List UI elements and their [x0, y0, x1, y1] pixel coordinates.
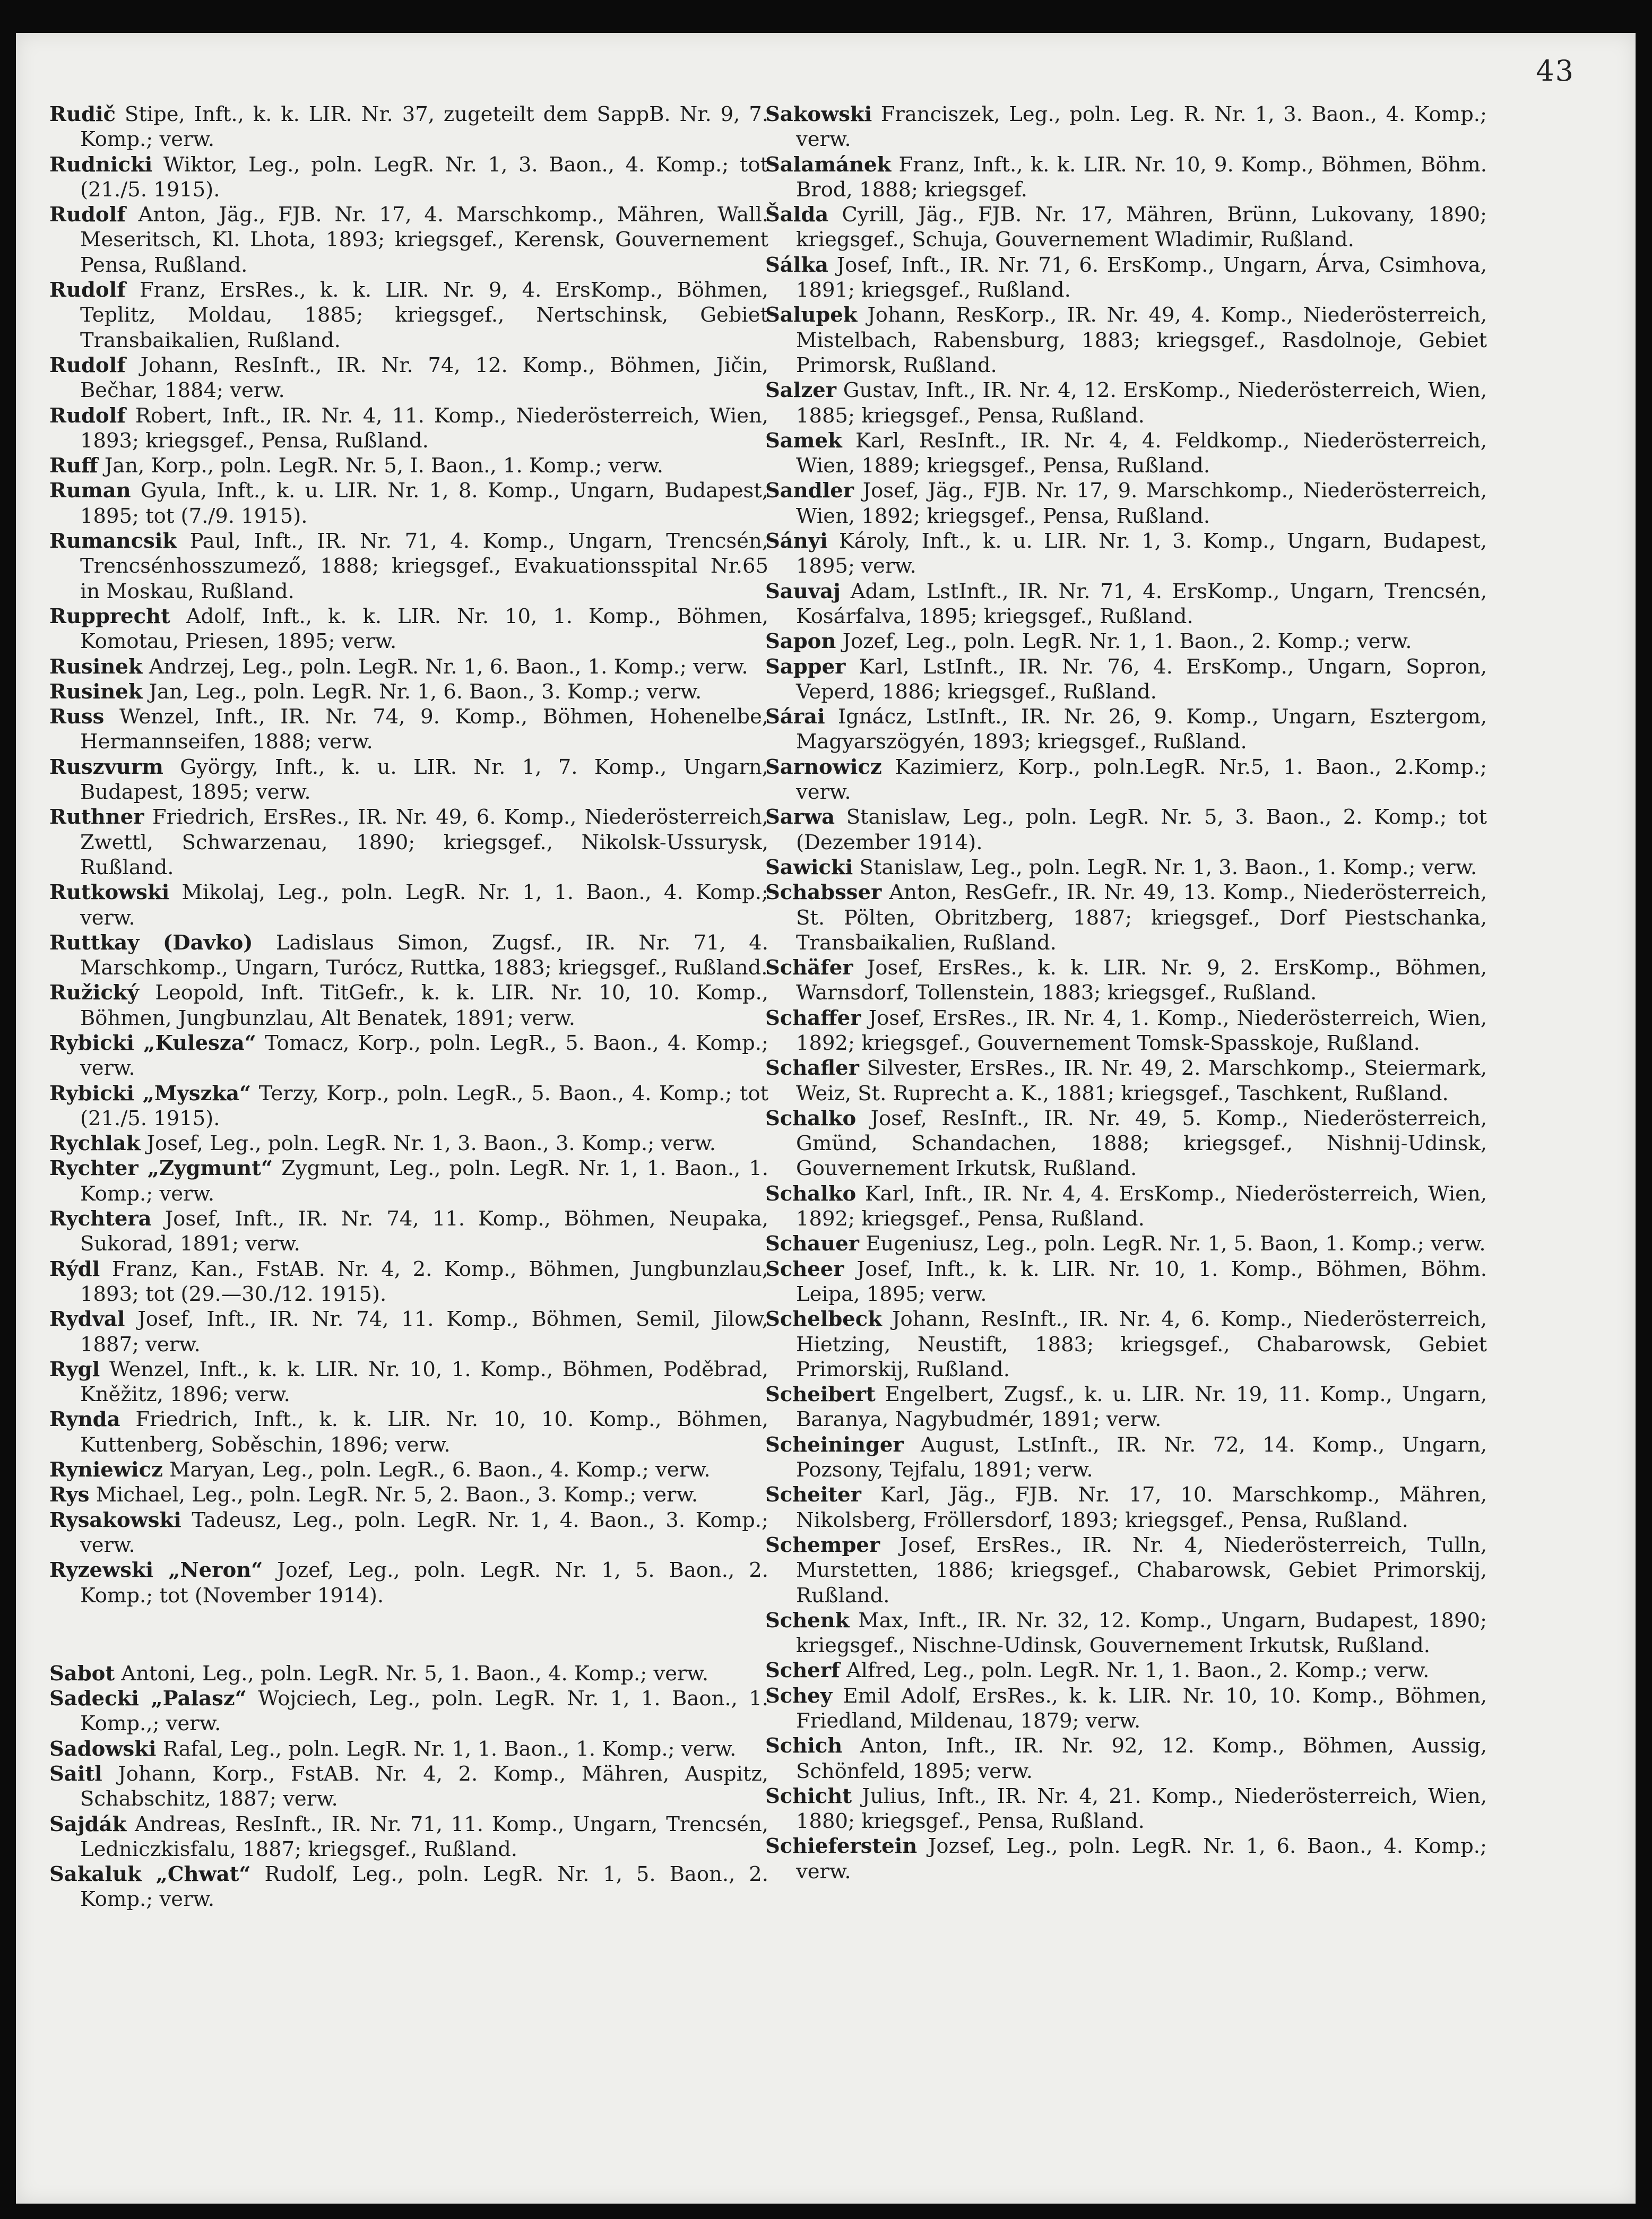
- entry-surname: Schauer: [765, 1232, 859, 1256]
- entry-surname: Russ: [49, 705, 105, 729]
- register-entry: [765, 152, 1487, 203]
- entry-surname: Sakaluk „Chwat“: [49, 1862, 251, 1887]
- register-entry: [765, 529, 1487, 579]
- register-entry: [765, 1382, 1487, 1432]
- entry-details: Karl, LstInft., IR. Nr. 76, 4. ErsKomp., Ungarn, Sopron, Veperd, 1886; kriegsgef., Rußland.: [796, 654, 1487, 704]
- entry-details: Josef, ErsRes., IR. Nr. 4, Niederösterreich, Tulln, Murstetten, 1886; kriegsgef., Chabarowsk, Gebiet Primorskij, Rußland.: [796, 1533, 1487, 1608]
- entry-surname: Sálka: [765, 253, 828, 277]
- register-entry: [765, 1006, 1487, 1056]
- entry-surname: Ryniewicz: [49, 1458, 163, 1482]
- entry-details: Josef, Inft., k. k. LIR. Nr. 10, 1. Komp., Böhmen, Böhm. Leipa, 1895; verw.: [796, 1257, 1487, 1306]
- register-entry: [765, 1834, 1487, 1884]
- register-entry: [49, 102, 768, 152]
- register-entry: [765, 1733, 1487, 1784]
- entry-details: Cyrill, Jäg., FJB. Nr. 17, Mähren, Brünn, Lukovany, 1890; kriegsgef., Schuja, Gouvernement Wladimir, Rußland.: [796, 203, 1487, 252]
- register-entry: [765, 805, 1487, 855]
- entry-surname: Ruthner: [49, 805, 144, 830]
- entry-details: Jozef, Leg., poln. LegR. Nr. 1, 5. Baon., 2. Komp.; tot (November 1914).: [80, 1558, 768, 1608]
- register-entry: [49, 152, 768, 203]
- register-entry: [49, 1257, 768, 1307]
- register-entry: [49, 1482, 768, 1507]
- register-entry: [49, 1081, 768, 1132]
- entry-details: Wojciech, Leg., poln. LegR. Nr. 1, 1. Baon., 1. Komp.,; verw.: [80, 1687, 768, 1736]
- entry-surname: Rynda: [49, 1408, 120, 1432]
- entry-details: Rudolf, Leg., poln. LegR. Nr. 1, 5. Baon., 2. Komp.; verw.: [80, 1862, 768, 1912]
- register-entry: [49, 1862, 768, 1912]
- entry-details: Franz, ErsRes., k. k. LIR. Nr. 9, 4. ErsKomp., Böhmen, Teplitz, Moldau, 1885; kriegsgef., Nertschinsk, Gebiet Transbaikalien, Rußland.: [80, 278, 768, 352]
- register-entry: [49, 1762, 768, 1812]
- entry-details: Gyula, Inft., k. u. LIR. Nr. 1, 8. Komp., Ungarn, Budapest, 1895; tot (7./9. 1915).: [80, 479, 768, 528]
- register-entry: [49, 654, 768, 679]
- entry-surname: Saitl: [49, 1762, 102, 1786]
- entry-details: Ignácz, LstInft., IR. Nr. 26, 9. Komp., Ungarn, Esztergom, Magyarszögyén, 1893; kriegsgef., Rußland.: [796, 705, 1487, 754]
- entry-details: Johann, ResInft., IR. Nr. 4, 6. Komp., Niederösterreich, Hietzing, Neustift, 1883; kriegsgef., Chabarowsk, Gebiet Primorskij, Rußland.: [796, 1307, 1487, 1382]
- register-entry: [49, 980, 768, 1031]
- entry-surname: Schalko: [765, 1181, 857, 1206]
- register-entry: [765, 704, 1487, 755]
- entry-surname: Rudič: [49, 102, 116, 126]
- entry-surname: Sapper: [765, 654, 846, 679]
- entry-surname: Rybicki „Kulesza“: [49, 1031, 256, 1055]
- register-entry: [765, 1181, 1487, 1232]
- section-gap: [49, 1608, 768, 1661]
- entry-details: Antoni, Leg., poln. LegR. Nr. 5, 1. Baon., 4. Komp.; verw.: [121, 1661, 709, 1686]
- register-entry: [49, 1031, 768, 1081]
- entry-surname: Sárai: [765, 705, 825, 729]
- entry-surname: Rusinek: [49, 654, 143, 679]
- entry-details: Anton, ResGefr., IR. Nr. 49, 13. Komp., Niederösterreich, St. Pölten, Obritzberg, 1887; kriegsgef., Dorf Piestschanka, Transbaikalien, Rußland.: [796, 880, 1487, 955]
- entry-details: Jozef, Leg., poln. LegR. Nr. 1, 1. Baon., 2. Komp.; verw.: [842, 629, 1412, 654]
- register-entry: [49, 755, 768, 805]
- entry-surname: Ruff: [49, 454, 98, 478]
- register-entry: [49, 1407, 768, 1457]
- page-number: 43: [1536, 54, 1575, 88]
- entry-surname: Schieferstein: [765, 1834, 918, 1859]
- entry-surname: Salzer: [765, 378, 837, 403]
- entry-details: Maryan, Leg., poln. LegR., 6. Baon., 4. Komp.; verw.: [169, 1458, 711, 1482]
- entry-details: Gustav, Inft., IR. Nr. 4, 12. ErsKomp., Niederösterreich, Wien, 1885; kriegsgef., Pensa, Rußland.: [796, 378, 1487, 428]
- entry-surname: Schäfer: [765, 956, 853, 980]
- entry-surname: Ružický: [49, 981, 139, 1005]
- entry-details: Eugeniusz, Leg., poln. LegR. Nr. 1, 5. Baon, 1. Komp.; verw.: [866, 1232, 1486, 1256]
- entry-details: Jan, Korp., poln. LegR. Nr. 5, I. Baon., 1. Komp.; verw.: [104, 454, 664, 478]
- entry-surname: Rudolf: [49, 278, 126, 303]
- entry-surname: Schelbeck: [765, 1307, 882, 1332]
- register-entry: [49, 202, 768, 278]
- entry-surname: Rupprecht: [49, 604, 170, 628]
- entry-surname: Ryzewski „Neron“: [49, 1558, 263, 1583]
- entry-details: Max, Inft., IR. Nr. 32, 12. Komp., Ungarn, Budapest, 1890; kriegsgef., Nischne-Udinsk, Gouvernement Irkutsk, Rußland.: [796, 1608, 1487, 1658]
- entry-surname: Ruszvurm: [49, 755, 163, 779]
- register-entry: [765, 1683, 1487, 1734]
- register-entry: [49, 1508, 768, 1558]
- entry-details: Michael, Leg., poln. LegR. Nr. 5, 2. Baon., 3. Komp.; verw.: [96, 1483, 698, 1507]
- entry-surname: Rygl: [49, 1357, 100, 1382]
- entry-details: Anton, Inft., IR. Nr. 92, 12. Komp., Böhmen, Aussig, Schönfeld, 1895; verw.: [796, 1734, 1487, 1783]
- entry-details: Silvester, ErsRes., IR. Nr. 49, 2. Marschkomp., Steiermark, Weiz, St. Ruprecht a. K., 1881; kriegsgef., Taschkent, Rußland.: [796, 1056, 1487, 1106]
- entry-details: Franz, Inft., k. k. LIR. Nr. 10, 9. Komp., Böhmen, Böhm. Brod, 1888; kriegsgef.: [796, 152, 1487, 202]
- register-entry: [49, 679, 768, 704]
- entry-surname: Scheibert: [765, 1383, 876, 1407]
- register-entry: [765, 1658, 1487, 1683]
- entry-surname: Schich: [765, 1734, 843, 1758]
- register-entry: [765, 102, 1487, 152]
- register-entry: [49, 1686, 768, 1737]
- entry-surname: Rysakowski: [49, 1508, 181, 1532]
- entry-details: Josef, Leg., poln. LegR. Nr. 1, 3. Baon., 3. Komp.; verw.: [146, 1132, 716, 1156]
- entry-details: Franz, Kan., FstAB. Nr. 4, 2. Komp., Böhmen, Jungbunzlau, 1893; tot (29.—30./12. 1915).: [80, 1257, 768, 1306]
- entry-details: Ladislaus Simon, Zugsf., IR. Nr. 71, 4. Marschkomp., Ungarn, Turócz, Ruttka, 1883; kriegsgef., Rußland.: [80, 930, 768, 980]
- entry-details: Karl, Jäg., FJB. Nr. 17, 10. Marschkomp., Mähren, Nikolsberg, Fröllersdorf, 1893; kriegsgef., Pensa, Rußland.: [796, 1483, 1487, 1532]
- register-entry: [765, 1432, 1487, 1483]
- entry-details: Adam, LstInft., IR. Nr. 71, 4. ErsKomp., Ungarn, Trencsén, Kosárfalva, 1895; kriegsgef., Rußland.: [796, 579, 1487, 628]
- register-entry: [765, 1231, 1487, 1256]
- entry-surname: Salamánek: [765, 152, 892, 177]
- register-entry: [765, 378, 1487, 428]
- entry-surname: Rychter „Zygmunt“: [49, 1156, 273, 1181]
- entry-surname: Sányi: [765, 529, 828, 554]
- register-entry: [49, 1558, 768, 1608]
- entry-surname: Rýdl: [49, 1257, 100, 1281]
- entry-surname: Samek: [765, 428, 842, 453]
- entry-surname: Schafler: [765, 1056, 859, 1081]
- entry-surname: Scheer: [765, 1257, 844, 1281]
- register-entry: [765, 478, 1487, 529]
- register-entry: [49, 1457, 768, 1482]
- entry-surname: Rys: [49, 1483, 90, 1507]
- register-entry: [49, 1307, 768, 1357]
- entry-details: Wiktor, Leg., poln. LegR. Nr. 1, 3. Baon., 4. Komp.; tot (21./5. 1915).: [80, 152, 768, 202]
- entry-surname: Sawicki: [765, 855, 853, 879]
- entry-details: Johann, ResInft., IR. Nr. 74, 12. Komp., Böhmen, Jičin, Bečhar, 1884; verw.: [80, 353, 768, 403]
- register-entry: [49, 1206, 768, 1257]
- entry-details: Josef, Inft., IR. Nr. 74, 11. Komp., Böhmen, Neupaka, Sukorad, 1891; verw.: [80, 1207, 768, 1256]
- register-entry: [765, 1106, 1487, 1181]
- register-entry: [765, 1257, 1487, 1307]
- entry-surname: Sauvaj: [765, 579, 841, 603]
- register-entry: [765, 955, 1487, 1006]
- register-entry: [49, 453, 768, 478]
- entry-surname: Ruman: [49, 479, 131, 503]
- register-entry: [49, 529, 768, 604]
- entry-details: Engelbert, Zugsf., k. u. LIR. Nr. 19, 11. Komp., Ungarn, Baranya, Nagybudmér, 1891; verw.: [796, 1383, 1487, 1432]
- register-entry: [765, 1608, 1487, 1659]
- entry-surname: Sadecki „Palasz“: [49, 1687, 247, 1711]
- register-entry: [765, 579, 1487, 629]
- entry-details: Tadeusz, Leg., poln. LegR. Nr. 1, 4. Baon., 3. Komp.; verw.: [80, 1508, 768, 1557]
- register-entry: [765, 880, 1487, 955]
- entry-details: Terzy, Korp., poln. LegR., 5. Baon., 4. Komp.; tot (21./5. 1915).: [80, 1081, 768, 1130]
- entry-details: Karl, ResInft., IR. Nr. 4, 4. Feldkomp., Niederösterreich, Wien, 1889; kriegsgef., Pensa, Rußland.: [796, 428, 1487, 478]
- entry-details: György, Inft., k. u. LIR. Nr. 1, 7. Komp., Ungarn, Budapest, 1895; verw.: [80, 755, 768, 805]
- entry-surname: Rychlak: [49, 1132, 141, 1156]
- entry-surname: Schemper: [765, 1533, 880, 1557]
- entry-details: August, LstInft., IR. Nr. 72, 14. Komp., Ungarn, Pozsony, Tejfalu, 1891; verw.: [796, 1432, 1487, 1482]
- register-entry: [49, 604, 768, 654]
- register-entry: [49, 930, 768, 981]
- entry-surname: Schabsser: [765, 880, 882, 905]
- entry-surname: Sabot: [49, 1661, 115, 1686]
- register-entry: [49, 1661, 768, 1686]
- entry-details: Friedrich, ErsRes., IR. Nr. 49, 6. Komp., Niederösterreich, Zwettl, Schwarzenau, 1890; kriegsgef., Nikolsk-Ussurysk, Rußland.: [80, 805, 768, 879]
- register-entry: [49, 1131, 768, 1156]
- register-entry: [765, 654, 1487, 705]
- entry-details: Adolf, Inft., k. k. LIR. Nr. 10, 1. Komp., Böhmen, Komotau, Priesen, 1895; verw.: [80, 604, 768, 654]
- entry-details: Rafal, Leg., poln. LegR. Nr. 1, 1. Baon., 1. Komp.; verw.: [162, 1737, 737, 1761]
- entry-details: Johann, Korp., FstAB. Nr. 4, 2. Komp., Mähren, Auspitz, Schabschitz, 1887; verw.: [80, 1762, 768, 1811]
- register-entry: [49, 1737, 768, 1762]
- register-entry: [49, 880, 768, 930]
- entry-surname: Scheininger: [765, 1432, 904, 1457]
- entry-surname: Schey: [765, 1683, 833, 1708]
- register-entry: [765, 1533, 1487, 1608]
- entry-details: Julius, Inft., IR. Nr. 4, 21. Komp., Niederösterreich, Wien, 1880; kriegsgef., Pensa, Rußland.: [796, 1784, 1487, 1834]
- entry-surname: Schenk: [765, 1608, 850, 1633]
- entry-surname: Rudolf: [49, 203, 126, 227]
- entry-surname: Sandler: [765, 479, 854, 503]
- register-entry: [49, 353, 768, 403]
- register-entry: [49, 805, 768, 880]
- register-entry: [49, 1357, 768, 1408]
- entry-details: Stipe, Inft., k. k. LIR. Nr. 37, zugeteilt dem SappB. Nr. 9, 7. Komp.; verw.: [80, 102, 768, 152]
- entry-details: Emil Adolf, ErsRes., k. k. LIR. Nr. 10, 10. Komp., Böhmen, Friedland, Mildenau, 1879; verw.: [796, 1683, 1487, 1733]
- entry-surname: Rydval: [49, 1307, 125, 1332]
- entry-details: Stanislaw, Leg., poln. LegR. Nr. 5, 3. Baon., 2. Komp.; tot (Dezember 1914).: [796, 805, 1487, 854]
- entry-details: Anton, Jäg., FJB. Nr. 17, 4. Marschkomp., Mähren, Wall. Meseritsch, Kl. Lhota, 1893; kriegsgef., Kerensk, Gouvernement Pensa, Rußland.: [80, 203, 768, 277]
- entry-surname: Rybicki „Myszka“: [49, 1081, 252, 1106]
- entry-surname: Rychtera: [49, 1207, 152, 1231]
- right-column: [765, 102, 1487, 1884]
- entry-details: Alfred, Leg., poln. LegR. Nr. 1, 1. Baon., 2. Komp.; verw.: [846, 1659, 1430, 1683]
- entry-details: Johann, ResKorp., IR. Nr. 49, 4. Komp., Niederösterreich, Mistelbach, Rabensburg, 1883; kriegsgef., Rasdolnoje, Gebiet Primorsk, Rußland.: [796, 303, 1487, 377]
- entry-surname: Sarwa: [765, 805, 835, 830]
- entry-details: Jan, Leg., poln. LegR. Nr. 1, 6. Baon., 3. Komp.; verw.: [149, 679, 702, 704]
- register-entry: [49, 478, 768, 529]
- entry-details: Josef, ErsRes., IR. Nr. 4, 1. Komp., Niederösterreich, Wien, 1892; kriegsgef., Gouvernement Tomsk-Spasskoje, Rußland.: [796, 1006, 1487, 1055]
- entry-surname: Rutkowski: [49, 880, 170, 905]
- entry-surname: Salupek: [765, 303, 858, 327]
- entry-surname: Sarnowicz: [765, 755, 882, 779]
- entry-details: Josef, ErsRes., k. k. LIR. Nr. 9, 2. ErsKomp., Böhmen, Warnsdorf, Tollenstein, 1883; kriegsgef., Rußland.: [796, 956, 1487, 1005]
- register-entry: [49, 1156, 768, 1206]
- entry-details: Robert, Inft., IR. Nr. 4, 11. Komp., Niederösterreich, Wien, 1893; kriegsgef., Pensa, Rußland.: [80, 403, 768, 453]
- entry-details: Andrzej, Leg., poln. LegR. Nr. 1, 6. Baon., 1. Komp.; verw.: [149, 654, 748, 679]
- register-entry: [765, 428, 1487, 479]
- entry-details: Josef, Inft., IR. Nr. 71, 6. ErsKomp., Ungarn, Árva, Csimhova, 1891; kriegsgef., Rußland.: [796, 253, 1487, 303]
- entry-details: Wenzel, Inft., k. k. LIR. Nr. 10, 1. Komp., Böhmen, Poděbrad, Kněžitz, 1896; verw.: [80, 1357, 768, 1407]
- entry-details: Jozsef, Leg., poln. LegR. Nr. 1, 6. Baon., 4. Komp.; verw.: [796, 1834, 1487, 1884]
- register-entry: [765, 1482, 1487, 1533]
- entry-surname: Rumancsik: [49, 529, 177, 554]
- entry-surname: Sapon: [765, 629, 836, 654]
- register-entry: [765, 303, 1487, 378]
- register-entry: [49, 278, 768, 353]
- left-column: [49, 102, 768, 1912]
- entry-surname: Rusinek: [49, 679, 143, 704]
- entry-surname: Rudolf: [49, 353, 126, 377]
- entry-details: Paul, Inft., IR. Nr. 71, 4. Komp., Ungarn, Trencsén, Trencsénhosszumező, 1888; kriegsgef., Evakuationsspital Nr.65 in Moskau, Rußland.: [80, 529, 768, 603]
- register-entry: [49, 403, 768, 454]
- entry-details: Josef, ResInft., IR. Nr. 49, 5. Komp., Niederösterreich, Gmünd, Schandachen, 1888; kriegsgef., Nishnij-Udinsk, Gouvernement Irkutsk, Rußland.: [796, 1106, 1487, 1181]
- entry-details: Tomacz, Korp., poln. LegR., 5. Baon., 4. Komp.; verw.: [80, 1031, 769, 1081]
- entry-details: Karl, Inft., IR. Nr. 4, 4. ErsKomp., Niederösterreich, Wien, 1892; kriegsgef., Pensa, Rußland.: [796, 1181, 1487, 1231]
- entry-surname: Schicht: [765, 1784, 852, 1808]
- register-entry: [49, 1812, 768, 1862]
- entry-details: Károly, Inft., k. u. LIR. Nr. 1, 3. Komp., Ungarn, Budapest, 1895; verw.: [796, 529, 1487, 579]
- entry-details: Friedrich, Inft., k. k. LIR. Nr. 10, 10. Komp., Böhmen, Kuttenberg, Soběschin, 1896; verw.: [80, 1408, 768, 1457]
- entry-surname: Šalda: [765, 203, 829, 227]
- entry-surname: Ruttkay (Davko): [49, 930, 253, 955]
- register-entry: [765, 755, 1487, 805]
- entry-surname: Scherf: [765, 1659, 840, 1683]
- entry-surname: Sajdák: [49, 1812, 127, 1836]
- register-entry: [765, 1307, 1487, 1382]
- register-entry: [765, 629, 1487, 654]
- entry-surname: Sadowski: [49, 1737, 157, 1761]
- register-entry: [765, 855, 1487, 880]
- entry-details: Kazimierz, Korp., poln.LegR. Nr.5, 1. Baon., 2.Komp.; verw.: [796, 755, 1487, 805]
- entry-surname: Schaffer: [765, 1006, 861, 1030]
- entry-surname: Rudnicki: [49, 152, 153, 177]
- entry-surname: Rudolf: [49, 403, 126, 428]
- register-entry: [765, 253, 1487, 303]
- register-entry: [49, 704, 768, 755]
- entry-details: Zygmunt, Leg., poln. LegR. Nr. 1, 1. Baon., 1. Komp.; verw.: [80, 1156, 768, 1206]
- entry-surname: Sakowski: [765, 102, 872, 126]
- entry-details: Josef, Jäg., FJB. Nr. 17, 9. Marschkomp., Niederösterreich, Wien, 1892; kriegsgef., Pensa, Rußland.: [796, 479, 1487, 528]
- entry-details: Franciszek, Leg., poln. Leg. R. Nr. 1, 3. Baon., 4. Komp.; verw.: [796, 102, 1487, 152]
- entry-details: Leopold, Inft. TitGefr., k. k. LIR. Nr. 10, 10. Komp., Böhmen, Jungbunzlau, Alt Benatek, 1891; verw.: [80, 981, 768, 1030]
- entry-surname: Schalko: [765, 1106, 857, 1130]
- entry-details: Josef, Inft., IR. Nr. 74, 11. Komp., Böhmen, Semil, Jilow, 1887; verw.: [80, 1307, 768, 1357]
- register-entry: [765, 202, 1487, 253]
- register-entry: [765, 1056, 1487, 1106]
- entry-details: Wenzel, Inft., IR. Nr. 74, 9. Komp., Böhmen, Hohenelbe, Hermannseifen, 1888; verw.: [80, 705, 768, 754]
- register-entry: [765, 1784, 1487, 1834]
- entry-details: Mikolaj, Leg., poln. LegR. Nr. 1, 1. Baon., 4. Komp.; verw.: [80, 880, 768, 930]
- entry-surname: Scheiter: [765, 1483, 861, 1507]
- entry-details: Stanislaw, Leg., poln. LegR. Nr. 1, 3. Baon., 1. Komp.; verw.: [859, 855, 1477, 879]
- entry-details: Andreas, ResInft., IR. Nr. 71, 11. Komp., Ungarn, Trencsén, Ledniczkisfalu, 1887; kriegsgef., Rußland.: [80, 1812, 768, 1861]
- document-page: [16, 33, 1636, 2204]
